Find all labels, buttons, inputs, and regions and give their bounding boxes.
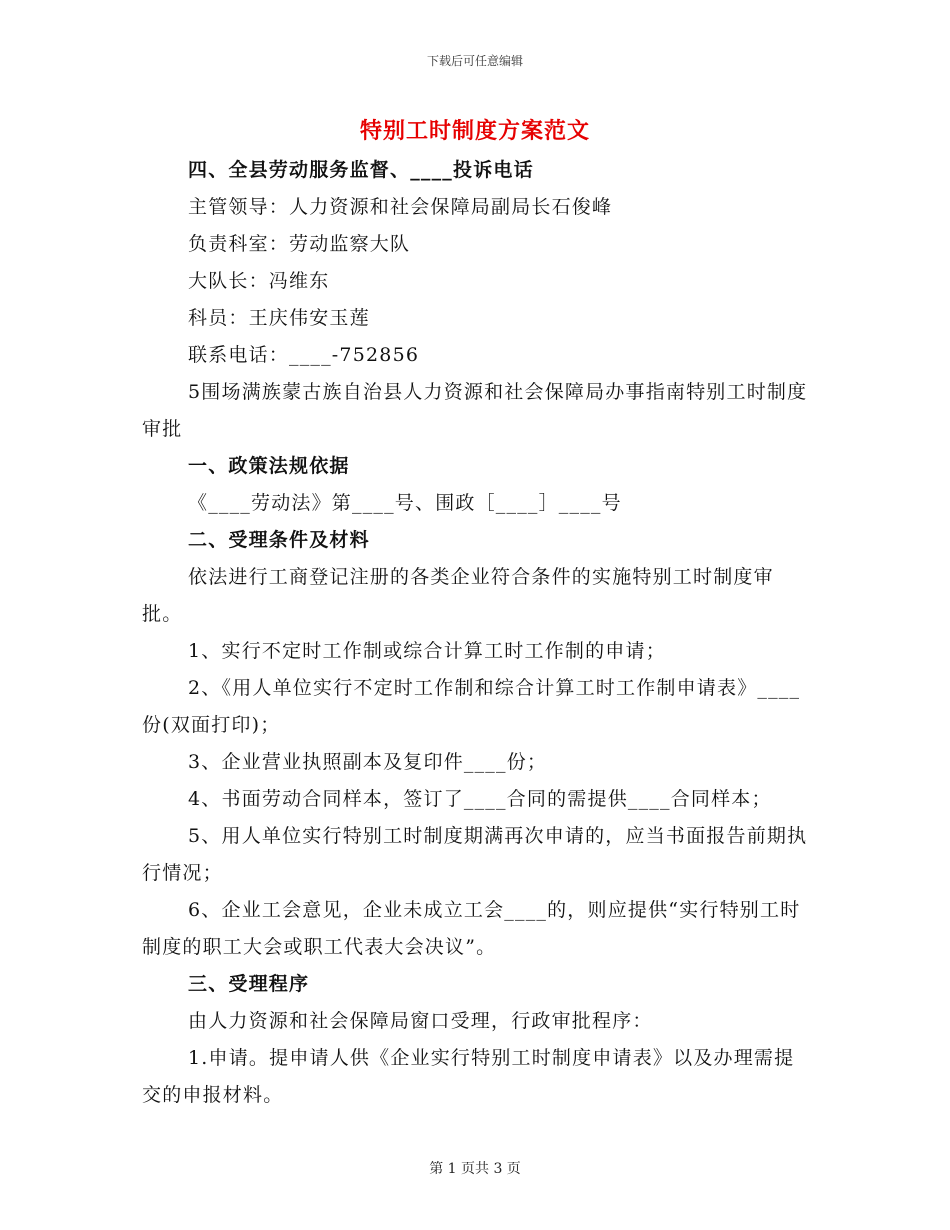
section-heading-complaint-phone: 四、全县劳动服务监督、____投诉电话: [188, 159, 534, 181]
list-item-material-4: 4、书面劳动合同样本，签订了____合同的需提供____合同样本；: [188, 788, 772, 810]
list-item-material-2: 2、《用人单位实行不定时工作制和综合计算工时工作制申请表》____份(双面打印)；: [142, 677, 801, 736]
section-heading-conditions: 二、受理条件及材料: [188, 529, 370, 551]
document-body: [142, 152, 810, 1114]
paragraph-eligibility: 依法进行工商登记注册的各类企业符合条件的实施特别工时制度审批。: [142, 566, 774, 625]
document-title: 特别工时制度方案范文: [359, 118, 590, 144]
page-header-note: 下载后可任意编辑: [426, 54, 523, 68]
list-item-material-1: 1、实行不定时工作制或综合计算工时工作制的申请；: [188, 640, 666, 662]
list-item-material-5: 5、用人单位实行特别工时制度期满再次申请的，应当书面报告前期执行情况；: [142, 825, 808, 884]
page-number: 第 1 页共 3 页: [429, 1161, 521, 1177]
paragraph-department: 负责科室：劳动监察大队: [188, 233, 411, 255]
list-item-procedure-1: 1.申请。提申请人供《企业实行特别工时制度申请表》以及办理需提交的申报材料。: [142, 1047, 795, 1106]
paragraph-team-leader: 大队长：冯维东: [188, 270, 330, 292]
list-item-material-6: 6、企业工会意见，企业未成立工会____的，则应提供“实行特别工时制度的职工大会或职工代表大会决议”。: [142, 899, 801, 958]
paragraph-legal-references: 《____劳动法》第____号、围政［____］____号: [188, 492, 622, 514]
section-heading-legal-basis: 一、政策法规依据: [188, 455, 350, 477]
paragraph-contact-phone: 联系电话：____-752856: [188, 344, 420, 366]
paragraph-supervisor: 主管领导：人力资源和社会保障局副局长石俊峰: [188, 196, 613, 218]
paragraph-procedure-intro: 由人力资源和社会保障局窗口受理，行政审批程序：: [188, 1010, 653, 1032]
paragraph-staff: 科员：王庆伟安玉莲: [188, 307, 370, 329]
paragraph-guide-title: 5围场满族蒙古族自治县人力资源和社会保障局办事指南特别工时制度审批: [142, 381, 808, 440]
section-heading-procedure: 三、受理程序: [188, 973, 310, 995]
list-item-material-3: 3、企业营业执照副本及复印件____份；: [188, 751, 548, 773]
